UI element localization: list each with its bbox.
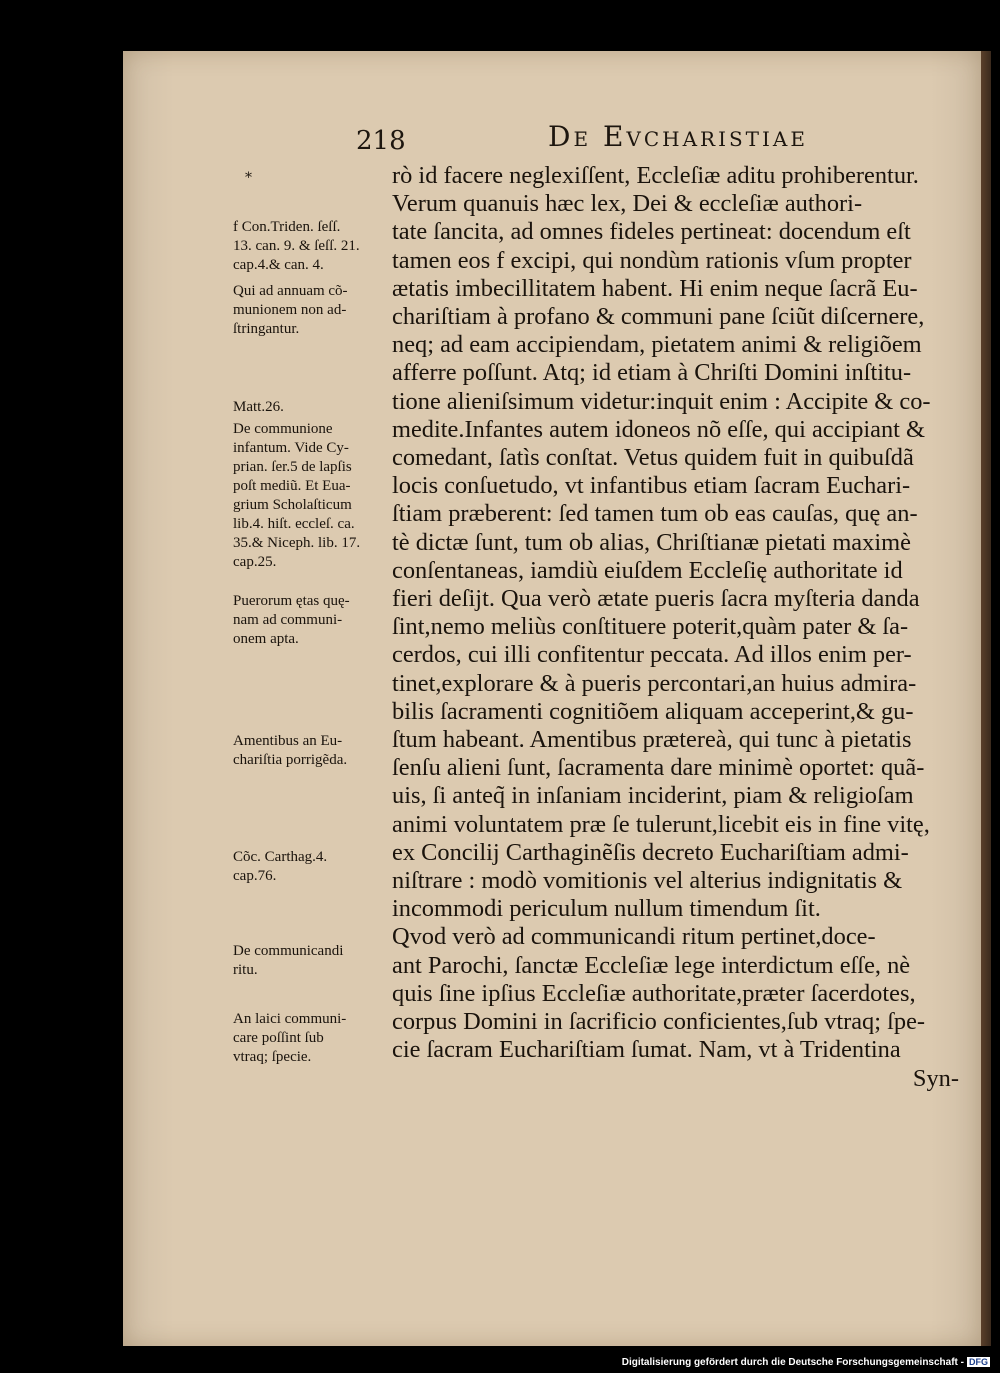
text-line: rò id facere neglexiſſent, Eccleſiæ aditu prohiberentur. [392,162,919,189]
text-line: corpus Domini in ſacrificio conficientes,ſub vtraq; ſpe- [392,1008,926,1036]
margin-note-matthew: Matt.26. [233,399,284,415]
marginal-mark: * [245,170,252,186]
text-line: ætatis imbecillitatem habent. Hi enim neque ſacrã Eu- [392,274,918,302]
text-line: afferre poſſunt. Atq; id etiam à Chriſti Domini inſtitu- [392,359,912,387]
credit-text: Digitalisierung gefördert durch die Deutsche Forschungsgemeinschaft - [621,1357,964,1368]
text-line: animi voluntatem præ ſe tulerunt,licebit eis in fine vitę, [392,810,930,838]
margin-note-council-trent: f Con.Triden. ſeſſ. 13. can. 9. & ſeſſ. 21. cap.4.& can. 4. [233,219,360,273]
text-line: ſtum habeant. Amentibus prætereà, qui tunc à pietatis [392,726,912,754]
text-line: chariſtiam à profano & communi pane ſciũt diſcernere, [392,303,925,331]
text-line: Syn- [912,1064,959,1092]
margin-note-laity-both-kinds: An laici communi- care poſſint ſub vtraq; ſpecie. [233,1011,347,1065]
text-line: cerdos, cui illi confitentur peccata. Ad illos enim per- [392,641,912,669]
text-line: tinet,explorare & à pueris percontari,an huius admira- [392,669,917,697]
text-line: cie ſacram Euchariſtiam ſumat. Nam, vt à Tridentina [392,1036,901,1064]
text-line: incommodi periculum nullum timendum ſit. [392,895,821,923]
text-line: bilis ſacramenti cognitiõem aliquam acceperint,& gu- [392,697,914,725]
text-line: tamen eos f excipi, qui nondùm rationis vſum propter [392,246,912,274]
text-line: neq; ad eam accipiendam, pietatem animi & religiõem [392,331,922,359]
text-line: tate ſancita, ad omnes fideles pertineat: docendum eſt [392,218,911,246]
text-line: locis conſuetudo, vt infantibus etiam ſacram Euchari- [392,472,911,500]
text-line: ex Concilij Carthaginẽſis decreto Euchariſtiam admi- [392,838,909,866]
text-line: quis ſine ipſius Eccleſiæ authoritate,præter ſacerdotes, [392,979,916,1007]
margin-note-infant-communion: De communione infantum. Vide Cy- prian. ſer.5 de lapſis poſt mediũ. Et Eua- grium Scholaſticum lib.4. hiſt. eccleſ. ca. 35.& Niceph. lib. 17. cap.25. [233,421,361,570]
text-line: medite.Infantes autem idoneos nõ eſſe, qui accipiant & [392,415,926,443]
text-line: niſtrare : modò vomitionis vel alterius indignitatis & [392,867,903,895]
margin-note-insane: Amentibus an Eu- chariſtia porrigẽda. [233,733,348,768]
text-line: ant Parochi, ſanctæ Eccleſiæ lege interdictum eſſe, nè [392,951,911,979]
book-edge [981,51,991,1346]
text-line: conſentaneas, iamdiù eiuſdem Eccleſię authoritate id [392,556,903,584]
text-line: fieri deſijt. Qua verò ætate pueris ſacra myſteria danda [392,585,920,613]
text-line: tè dictæ ſunt, tum ob alias, Chriſtianæ pietati maximè [392,528,911,556]
body-text [392,162,967,1093]
margin-note-annual-communion: Qui ad annuam cõ- munionem non ad- ſtringantur. [233,283,348,337]
dfg-logo-icon: DFG [969,1357,988,1367]
page-number: 218 [356,126,406,156]
margin-note-rite: De communicandi ritu. [233,943,344,978]
margin-note-carthage: Cõc. Carthag.4. cap.76. [233,849,328,884]
text-line: comedant, ſatìs conſtat. Vetus quidem fuit in quibuſdã [392,444,914,472]
text-line: ſenſu alieni ſunt, ſacramenta dare minimè oportet: quã- [392,754,925,782]
text-line: uis, ſi anteq̃ in inſaniam inciderint, piam & religioſam [392,782,914,810]
running-head: De Evcharistiae [548,120,808,153]
margin-note-age-of-children: Puerorum ętas quę- nam ad communi- onem apta. [233,593,350,647]
text-line: Verum quanuis hæc lex, Dei & eccleſiæ authori- [392,190,863,218]
digitization-credit [622,1357,990,1368]
text-line: Qvod verò ad communicandi ritum pertinet,doce- [392,923,876,951]
text-line: ſint,nemo meliùs conſtituere poterit,quàm pater & ſa- [392,613,909,641]
text-line: tione alieniſsimum videtur:inquit enim : Accipite & co- [392,387,931,415]
text-line: ſtiam præberent: ſed tamen tum ob eas cauſas, quę an- [392,500,918,528]
